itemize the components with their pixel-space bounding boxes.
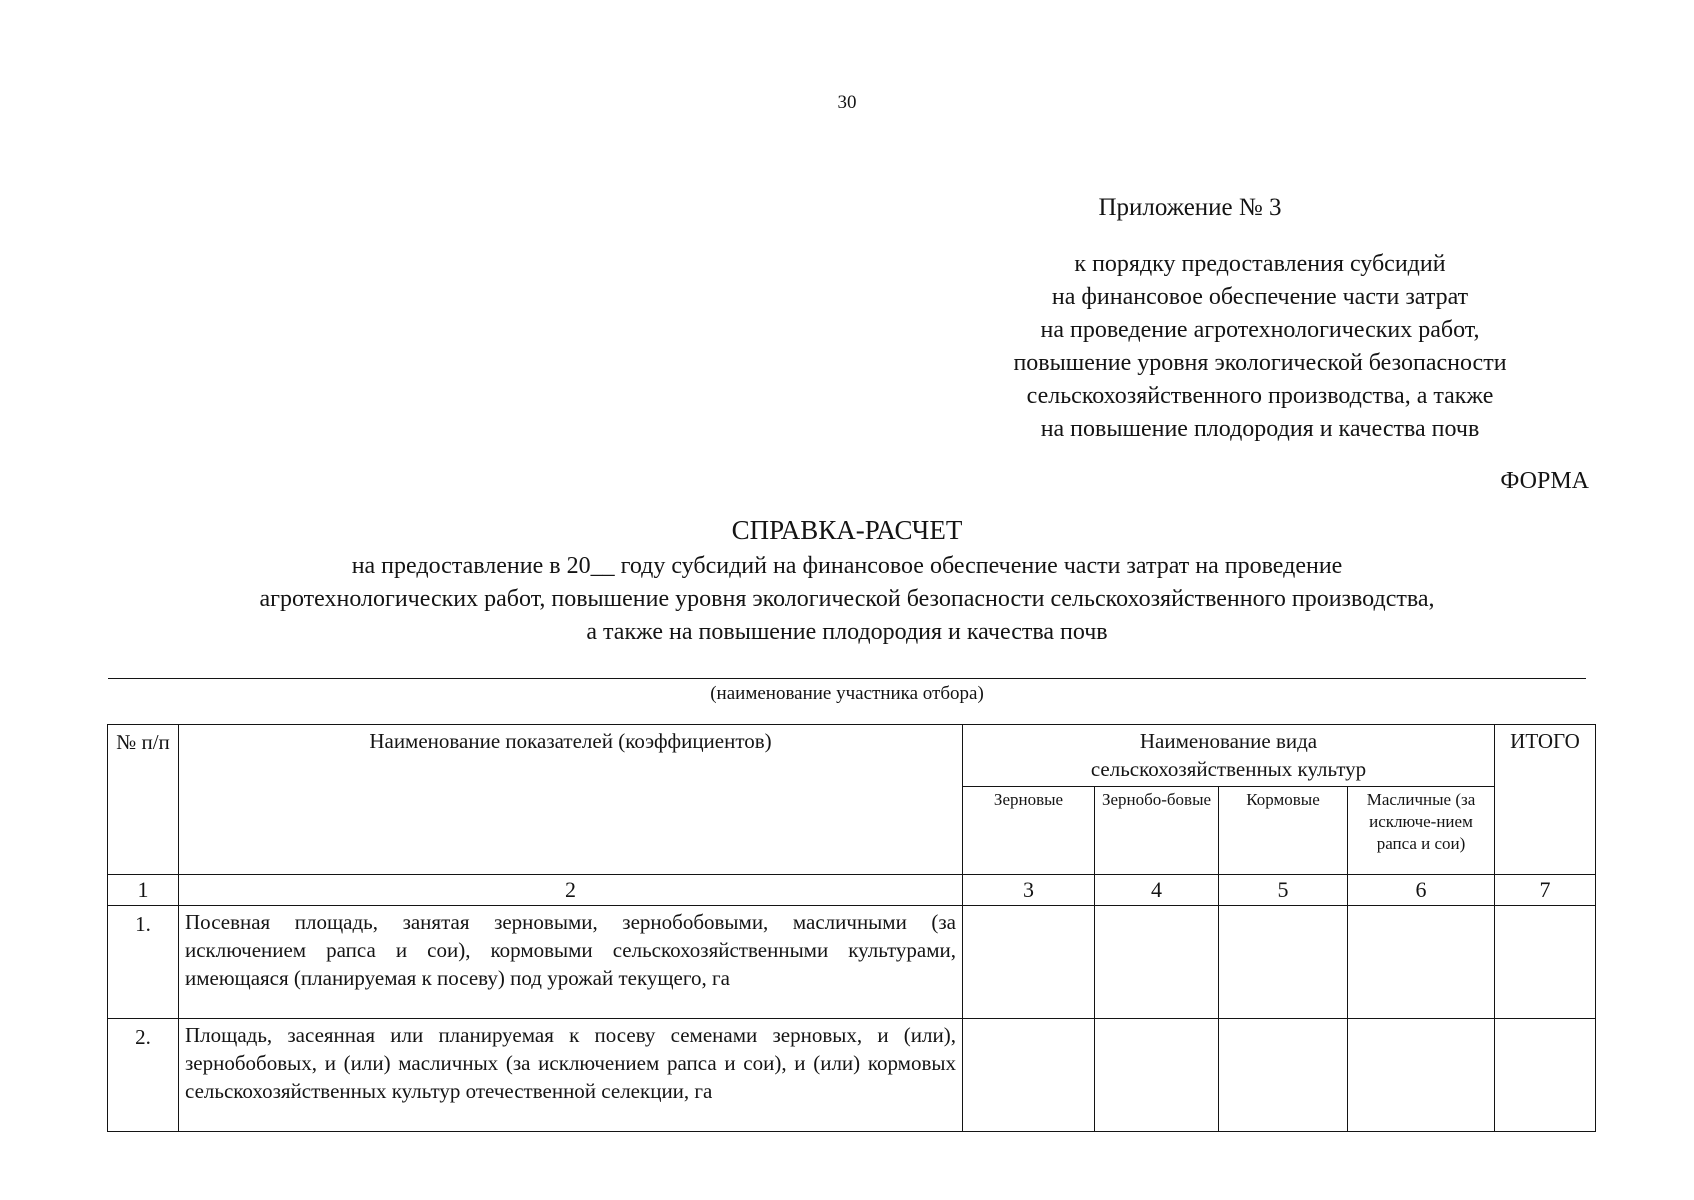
value-cell[interactable] [963,1019,1095,1132]
row-number: 2. [108,1019,179,1132]
column-number: 3 [963,875,1095,906]
header-total: ИТОГО [1495,725,1596,875]
appendix-description [950,248,1570,446]
header-row-1 [108,725,1596,787]
appendix-desc-line: к порядку предоставления субсидий [1074,251,1446,277]
row-number: 1. [108,906,179,1019]
column-number: 5 [1219,875,1348,906]
page-number: 30 [837,92,857,113]
form-label: ФОРМА [1500,468,1589,494]
value-cell[interactable] [1348,1019,1495,1132]
crop-group-line: сельскохозяйственных культур [1090,757,1367,781]
header-num: № п/п [108,725,179,875]
appendix-desc-line: на финансовое обеспечение части затрат [1051,284,1469,310]
column-number: 4 [1095,875,1219,906]
crop-group-line: Наименование вида [1139,729,1318,753]
column-number: 7 [1495,875,1596,906]
subtitle-line: а также на повышение плодородия и качества почв [586,619,1108,645]
value-cell[interactable] [1495,906,1596,1019]
value-cell[interactable] [1495,1019,1596,1132]
appendix-title: Приложение № 3 [1098,194,1282,221]
column-number: 2 [179,875,963,906]
value-cell[interactable] [1095,906,1219,1019]
row-indicator-text: Площадь, засеянная или планируемая к посеву семенами зерновых, и (или), зернобобовых, и (или) масличных (за исключением рапса и сои), и (или) кормовых сельскохозяйственных культур отечественной селекции, га [179,1019,963,1132]
header-crop-fodder: Кормовые [1219,787,1348,875]
header-crop-oilseed: Масличные (за исключе-нием рапса и сои) [1348,787,1495,875]
appendix-desc-line: на повышение плодородия и качества почв [1040,416,1480,442]
column-number-row [108,875,1596,906]
subtitle-line: на предоставление в 20__ году субсидий на финансовое обеспечение части затрат на проведение [351,553,1343,579]
table-row [108,906,1596,1019]
header-indicators: Наименование показателей (коэффициентов) [179,725,963,875]
value-cell[interactable] [1219,1019,1348,1132]
column-number: 1 [108,875,179,906]
value-cell[interactable] [1095,1019,1219,1132]
value-cell[interactable] [1219,906,1348,1019]
header-crop-legume: Зернобо-бовые [1095,787,1219,875]
table-row [108,1019,1596,1132]
header-crop-group [963,725,1495,787]
participant-caption: (наименование участника отбора) [710,683,984,704]
appendix-desc-line: на проведение агротехнологических работ, [1040,317,1480,343]
value-cell[interactable] [963,906,1095,1019]
calculation-table [107,724,1596,1132]
document-subtitle [100,550,1594,649]
value-cell[interactable] [1348,906,1495,1019]
document-title: СПРАВКА-РАСЧЕТ [731,515,963,545]
appendix-desc-line: сельскохозяйственного производства, а также [1026,383,1494,409]
appendix-desc-line: повышение уровня экологической безопасности [1013,350,1507,376]
row-indicator-text: Посевная площадь, занятая зерновыми, зернобобовыми, масличными (за исключением рапса и сои), кормовыми сельскохозяйственными культурами, имеющаяся (планируемая к посеву) под урожай текущего, га [179,906,963,1019]
participant-name-line [108,678,1586,679]
column-number: 6 [1348,875,1495,906]
header-crop-grain: Зерновые [963,787,1095,875]
subtitle-line: агротехнологических работ, повышение уровня экологической безопасности сельскохозяйственного производства, [259,586,1435,612]
